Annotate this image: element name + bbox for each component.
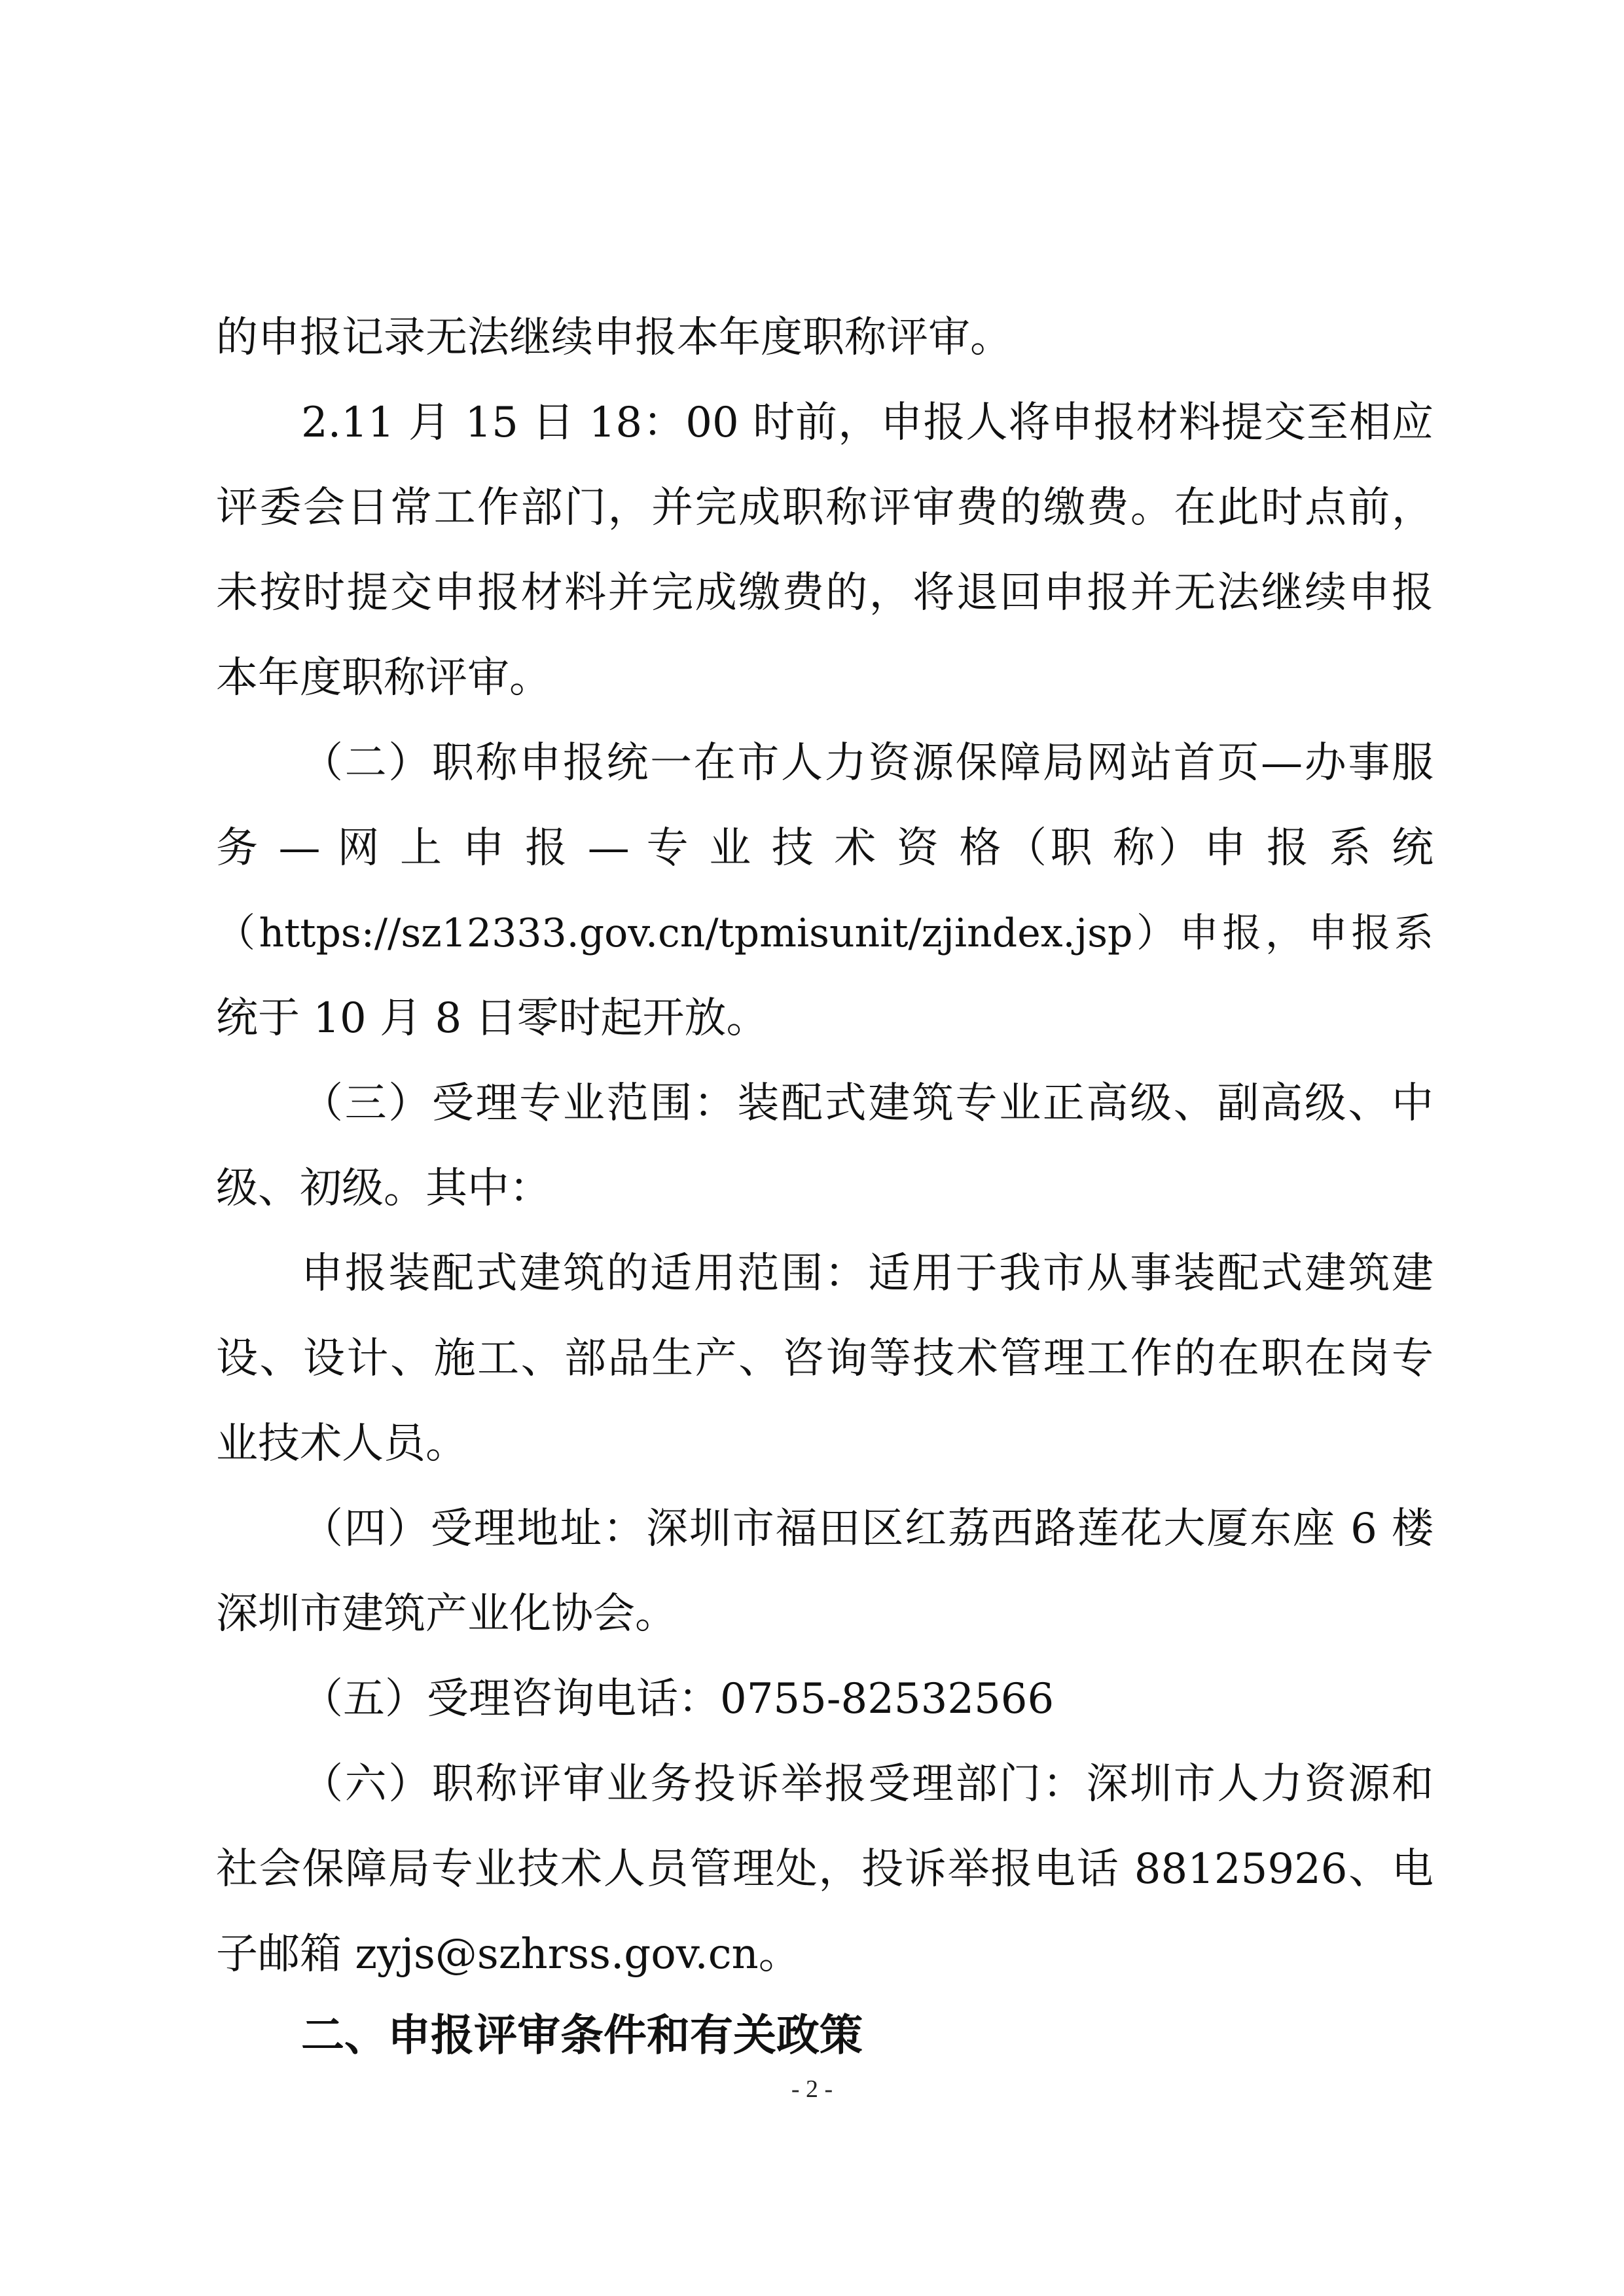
text-line: 统于 10 月 8 日零时起开放。 xyxy=(216,994,768,1043)
page-number: - 2 - xyxy=(791,2075,833,2103)
text-line: 级、初级。其中： xyxy=(216,1164,551,1213)
text-line: （https://sz12333.gov.cn/tpmisunit/zjindex.jsp）申报，申报系 xyxy=(216,910,1434,956)
text-line: （三）受理专业范围：装配式建筑专业正高级、副高级、中 xyxy=(301,1079,1434,1128)
text-line: 设、设计、施工、部品生产、咨询等技术管理工作的在职在岗专 xyxy=(216,1335,1434,1383)
text-line: （二）职称申报统一在市人力资源保障局网站首页—办事服 xyxy=(301,739,1434,787)
text-line: （四）受理地址：深圳市福田区红荔西路莲花大厦东座 6 楼 xyxy=(301,1505,1434,1553)
text-line: 评委会日常工作部门，并完成职称评审费的缴费。在此时点前， xyxy=(216,484,1434,532)
text-line: 2.11 月 15 日 18：00 时前，申报人将申报材料提交至相应 xyxy=(301,399,1434,447)
text-line: 深圳市建筑产业化协会。 xyxy=(216,1590,677,1638)
section-heading: 二、申报评审条件和有关政策 xyxy=(301,2010,863,2060)
text-line: （五）受理咨询电话：0755-82532566 xyxy=(301,1675,1055,1723)
text-line: 申报装配式建筑的适用范围：适用于我市从事装配式建筑建 xyxy=(301,1249,1434,1298)
text-line: 社会保障局专业技术人员管理处，投诉举报电话 88125926、电 xyxy=(216,1845,1434,1893)
text-line: 本年度职称评审。 xyxy=(216,654,551,702)
text-line: 务 — 网 上 申 报 — 专 业 技 术 资 格（职 称）申 报 系 统 xyxy=(216,824,1434,872)
text-line: 业技术人员。 xyxy=(216,1420,467,1468)
text-line: （六）职称评审业务投诉举报受理部门：深圳市人力资源和 xyxy=(301,1760,1434,1808)
text-line: 未按时提交申报材料并完成缴费的，将退回申报并无法继续申报 xyxy=(216,569,1434,617)
text-line: 子邮箱 zyjs@szhrss.gov.cn。 xyxy=(216,1930,801,1979)
text-line: 的申报记录无法继续申报本年度职称评审。 xyxy=(216,314,1012,362)
